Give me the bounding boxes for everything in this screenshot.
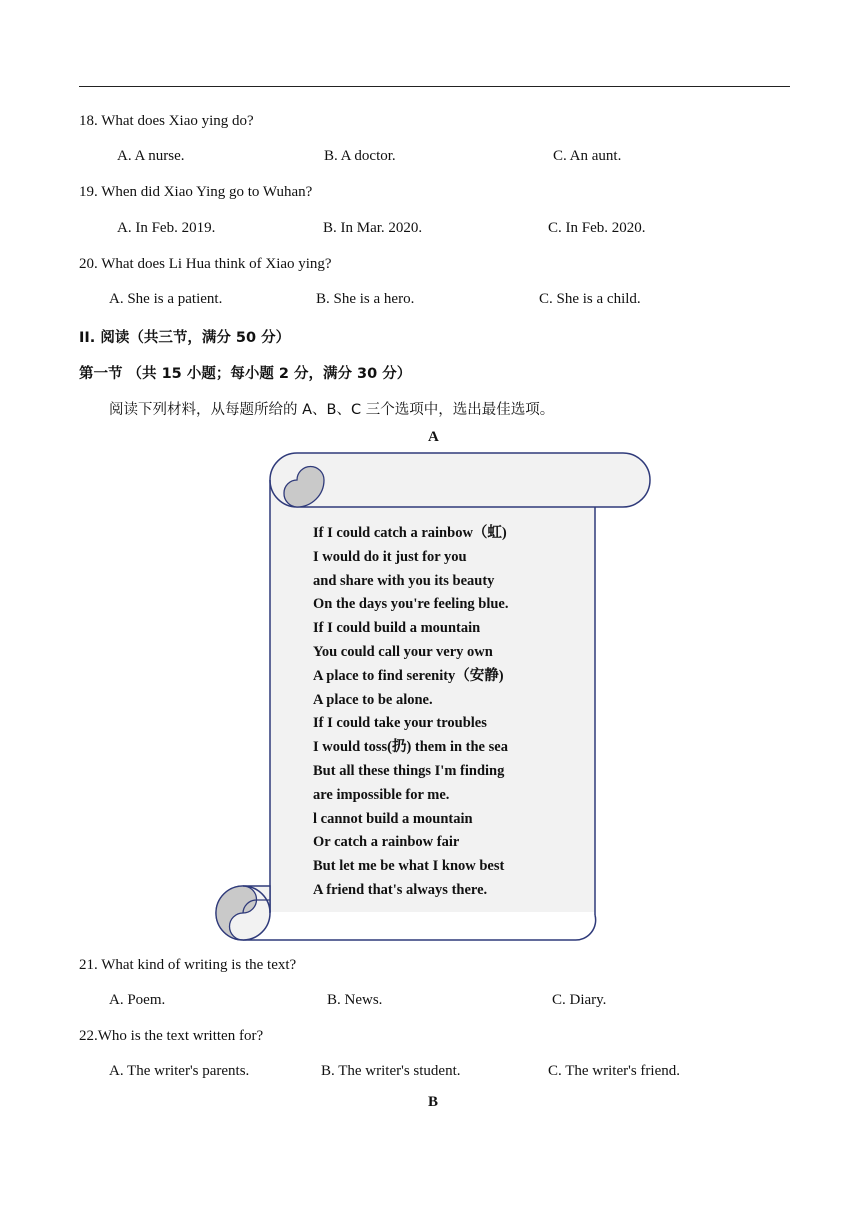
- poem-line: If I could build a mountain: [313, 620, 481, 637]
- question-20-option-a[interactable]: A. She is a patient.: [109, 291, 223, 307]
- poem-line: If I could take your troubles: [313, 715, 487, 732]
- question-22-option-c[interactable]: C. The writer's friend.: [548, 1063, 680, 1079]
- poem-line: A place to be alone.: [313, 691, 433, 708]
- instruction: 阅读下列材料，从每题所给的 A、B、C 三个选项中，选出最佳选项。: [109, 402, 555, 418]
- question-19-option-a[interactable]: A. In Feb. 2019.: [117, 220, 216, 236]
- question-19-stem: 19. When did Xiao Ying go to Wuhan?: [79, 184, 313, 200]
- question-18-option-a[interactable]: A. A nurse.: [117, 148, 185, 164]
- poem-line: On the days you're feeling blue.: [313, 596, 509, 613]
- poem-line: Or catch a rainbow fair: [313, 834, 460, 851]
- question-21-option-c[interactable]: C. Diary.: [552, 992, 607, 1008]
- question-19-option-c[interactable]: C. In Feb. 2020.: [548, 220, 646, 236]
- passage-b-label: B: [428, 1094, 439, 1110]
- poem-line: I would toss(扔) them in the sea: [313, 739, 508, 756]
- poem-line: A place to find serenity（安静): [313, 667, 504, 684]
- passage-a-label: A: [428, 429, 439, 445]
- poem-text: [313, 522, 509, 903]
- question-22-option-b[interactable]: B. The writer's student.: [321, 1063, 461, 1079]
- question-18-stem: 18. What does Xiao ying do?: [79, 113, 254, 129]
- question-20-option-c[interactable]: C. She is a child.: [539, 291, 641, 307]
- poem-line: I would do it just for you: [313, 548, 467, 565]
- poem-line: But all these things I'm finding: [313, 762, 505, 779]
- question-22-option-a[interactable]: A. The writer's parents.: [109, 1063, 250, 1079]
- poem-line: If I could catch a rainbow（虹): [313, 525, 507, 541]
- poem-line: You could call your very own: [313, 643, 493, 660]
- question-20-option-b[interactable]: B. She is a hero.: [316, 291, 415, 307]
- poem-line: A friend that's always there.: [313, 881, 488, 898]
- question-18-option-c[interactable]: C. An aunt.: [553, 148, 622, 164]
- question-21-stem: 21. What kind of writing is the text?: [79, 957, 297, 973]
- part-title: II. 阅读（共三节，满分 50 分）: [79, 330, 291, 346]
- question-21-option-b[interactable]: B. News.: [327, 992, 383, 1008]
- question-20-stem: 20. What does Li Hua think of Xiao ying?: [79, 256, 332, 272]
- poem-line: and share with you its beauty: [313, 572, 495, 589]
- poem-line: l cannot build a mountain: [313, 810, 473, 827]
- question-22-stem: 22.Who is the text written for?: [79, 1028, 264, 1044]
- poem-line: But let me be what I know best: [313, 858, 505, 875]
- question-19-option-b[interactable]: B. In Mar. 2020.: [323, 220, 423, 236]
- section-title: 第一节 （共 15 小题；每小题 2 分，满分 30 分）: [79, 366, 412, 382]
- question-18-option-b[interactable]: B. A doctor.: [324, 148, 396, 164]
- question-21-option-a[interactable]: A. Poem.: [109, 992, 166, 1008]
- poem-line: are impossible for me.: [313, 786, 450, 803]
